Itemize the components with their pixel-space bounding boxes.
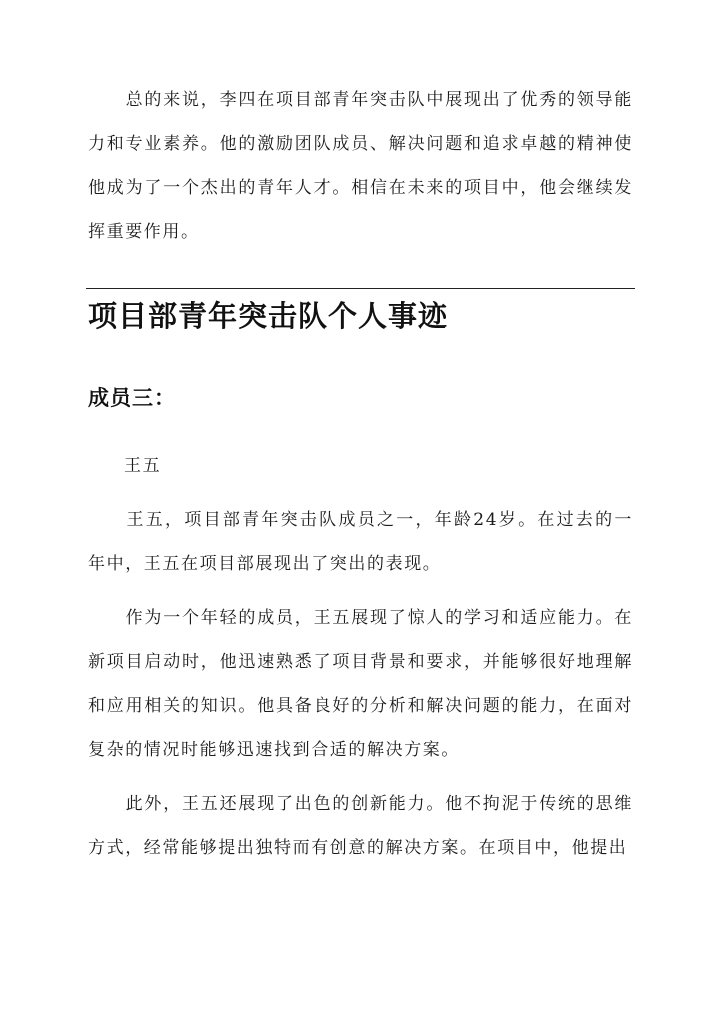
body-paragraph-3: 此外，王五还展现了出色的创新能力。他不拘泥于传统的思维方式，经常能够提出独特而有创意的解决方案。在项目中，他提出 [88,794,633,858]
member-heading: 成员三： [88,385,176,410]
section-divider [86,288,635,289]
body-paragraph-2: 作为一个年轻的成员，王五展现了惊人的学习和适应能力。在新项目启动时，他迅速熟悉了项目背景和要求，并能够很好地理解和应用相关的知识。他具备良好的分析和解决问题的能力，在面对复杂的情况时能够迅速找到合适的解决方案。 [88,608,633,760]
member-name: 王五 [124,456,162,476]
body-paragraph-1: 王五，项目部青年突击队成员之一，年龄24岁。在过去的一年中，王五在项目部展现出了突出的表现。 [88,510,633,574]
intro-paragraph: 总的来说，李四在项目部青年突击队中展现出了优秀的领导能力和专业素养。他的激励团队成员、解决问题和追求卓越的精神使他成为了一个杰出的青年人才。相信在未来的项目中，他会继续发挥重要作用。 [88,90,633,242]
section-title: 项目部青年突击队个人事迹 [88,299,449,333]
